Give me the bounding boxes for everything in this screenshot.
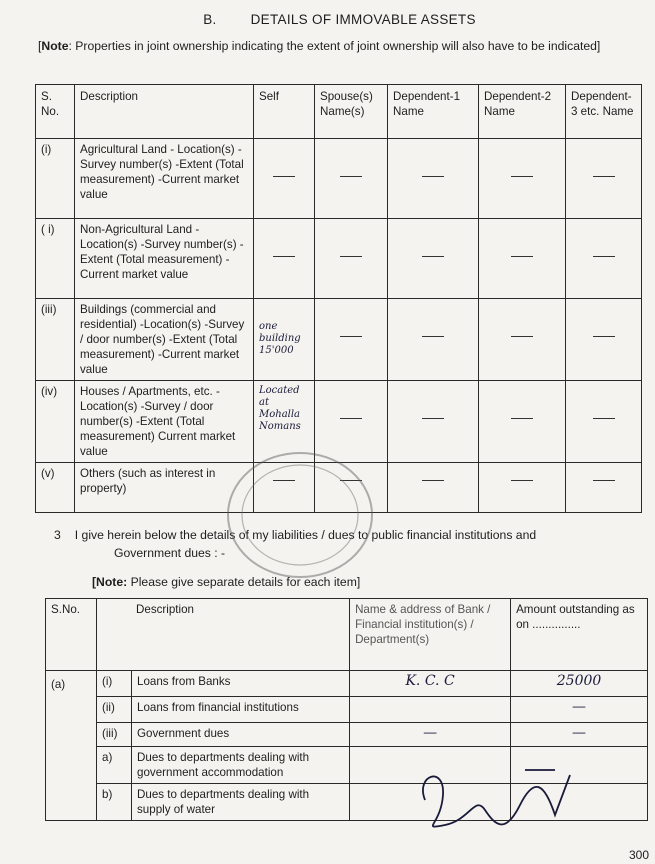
row-dep3: [566, 381, 642, 463]
dash-mark: [511, 256, 533, 257]
row-description: Agricultural Land - Location(s) -Survey number(s) -Extent (Total measurement) -Current market value: [75, 139, 254, 219]
note2-text: Please give separate details for each item]: [127, 575, 361, 589]
note-label: Note: [41, 39, 69, 53]
row-dep2: [479, 299, 566, 381]
row-dep2: [479, 219, 566, 299]
row-group: (a): [46, 671, 97, 821]
row-sub: (i): [97, 671, 132, 697]
table-header-row: [36, 85, 642, 139]
dash-mark: [340, 256, 362, 257]
header-description: [97, 599, 350, 671]
official-stamp: [220, 445, 380, 585]
row-dep1: [388, 299, 479, 381]
row-dep1: [388, 219, 479, 299]
dash-mark: [422, 418, 444, 419]
row-dep1: [388, 381, 479, 463]
row-spouse: [315, 299, 388, 381]
row-description: Government dues: [132, 723, 350, 747]
amount-handwritten: 25000: [556, 673, 602, 689]
row-sub: b): [97, 784, 132, 821]
header-amount: Amount outstanding as on ...............: [511, 599, 648, 671]
row-dep3: [566, 219, 642, 299]
table-row: [36, 219, 642, 299]
table-row: [46, 697, 648, 723]
self-handwritten-value: Located at Mohalla Nomans: [259, 385, 301, 432]
row-bank: [350, 723, 511, 747]
header-dependent-2: Dependent-2 Name: [479, 85, 566, 139]
row-amount: [511, 671, 648, 697]
row-sub: (iii): [97, 723, 132, 747]
section-heading: [12, 12, 655, 27]
amount-handwritten: —: [572, 699, 587, 715]
row-sub: (ii): [97, 697, 132, 723]
row-description: Others (such as interest in property): [75, 463, 254, 513]
section-label: B.: [203, 12, 217, 27]
row-dep3: [566, 463, 642, 513]
page-number: 300: [628, 848, 649, 862]
section-number: 3: [54, 528, 61, 542]
row-bank: [350, 697, 511, 723]
row-description: Dues to departments dealing with government accommodation: [132, 747, 350, 784]
note2-label: [Note:: [92, 575, 128, 589]
note-text: : Properties in joint ownership indicating the extent of joint ownership will also have to be indicated]: [68, 39, 601, 53]
row-sub: a): [97, 747, 132, 784]
row-description: Dues to departments dealing with supply of water: [132, 784, 350, 821]
header-sno: S. No.: [36, 85, 75, 139]
header-bank: Name & address of Bank / Financial institution(s) / Department(s): [350, 599, 511, 671]
header-spouse: Spouse(s) Name(s): [315, 85, 388, 139]
dash-mark: [422, 336, 444, 337]
dash-mark: [340, 176, 362, 177]
header-sno: S.No.: [46, 599, 97, 671]
row-dep1: [388, 139, 479, 219]
table-row: [36, 139, 642, 219]
row-description: Loans from Banks: [132, 671, 350, 697]
dash-mark: [273, 256, 295, 257]
row-self: [254, 219, 315, 299]
joint-ownership-note: [Note: Properties in joint ownership indicating the extent of joint ownership will also have to be indicated]: [38, 39, 601, 53]
dash-mark: [511, 418, 533, 419]
dash-mark: [273, 176, 295, 177]
row-bank: [350, 671, 511, 697]
header-dependent-1: Dependent-1 Name: [388, 85, 479, 139]
row-dep1: [388, 463, 479, 513]
self-handwritten-value: one building 15'000: [259, 321, 301, 356]
table-header-row: [46, 599, 648, 671]
row-dep2: [479, 463, 566, 513]
intro-line-2: Government dues : -: [114, 546, 226, 560]
dash-mark: [422, 256, 444, 257]
row-spouse: [315, 139, 388, 219]
dash-mark: [422, 480, 444, 481]
row-sno: (i): [36, 139, 75, 219]
dash-mark: [593, 256, 615, 257]
header-description-text: Description: [136, 603, 194, 616]
table-row: [36, 299, 642, 381]
dash-mark: [511, 176, 533, 177]
dash-mark: [340, 418, 362, 419]
intro-line-1: I give herein below the details of my liabilities / dues to public financial institutions and: [74, 528, 537, 542]
dash-mark: [593, 418, 615, 419]
bank-handwritten: —: [423, 725, 438, 741]
table-row: [46, 723, 648, 747]
row-description: Houses / Apartments, etc. -Location(s) -Survey / door number(s) -Extent (Total measurement) Current market value: [75, 381, 254, 463]
dash-mark: [593, 176, 615, 177]
row-description: Non-Agricultural Land - Location(s) -Survey number(s) -Extent (Total measurement) -Current market value: [75, 219, 254, 299]
row-sno: (v): [36, 463, 75, 513]
row-dep3: [566, 139, 642, 219]
header-self: Self: [254, 85, 315, 139]
dash-mark: [340, 336, 362, 337]
dash-mark: [511, 336, 533, 337]
row-dep2: [479, 381, 566, 463]
row-spouse: [315, 219, 388, 299]
bank-handwritten: K. C. C: [405, 673, 455, 689]
row-amount: [511, 723, 648, 747]
table-row: [46, 671, 648, 697]
row-sno: (iv): [36, 381, 75, 463]
row-sno: ( i): [36, 219, 75, 299]
row-self: [254, 139, 315, 219]
header-description: Description: [75, 85, 254, 139]
row-description: Buildings (commercial and residential) -Location(s) -Survey / door number(s) -Extent (Total measurement) -Current market value: [75, 299, 254, 381]
row-dep3: [566, 299, 642, 381]
row-description: Loans from financial institutions: [132, 697, 350, 723]
row-dep2: [479, 139, 566, 219]
section-title: DETAILS OF IMMOVABLE ASSETS: [250, 12, 476, 27]
signature: [405, 755, 605, 845]
dash-mark: [422, 176, 444, 177]
header-dependent-3: Dependent-3 etc. Name: [566, 85, 642, 139]
dash-mark: [593, 480, 615, 481]
dash-mark: [593, 336, 615, 337]
dash-mark: [511, 480, 533, 481]
row-sno: (iii): [36, 299, 75, 381]
row-self: [254, 299, 315, 381]
row-amount: [511, 697, 648, 723]
amount-handwritten: —: [572, 725, 587, 741]
